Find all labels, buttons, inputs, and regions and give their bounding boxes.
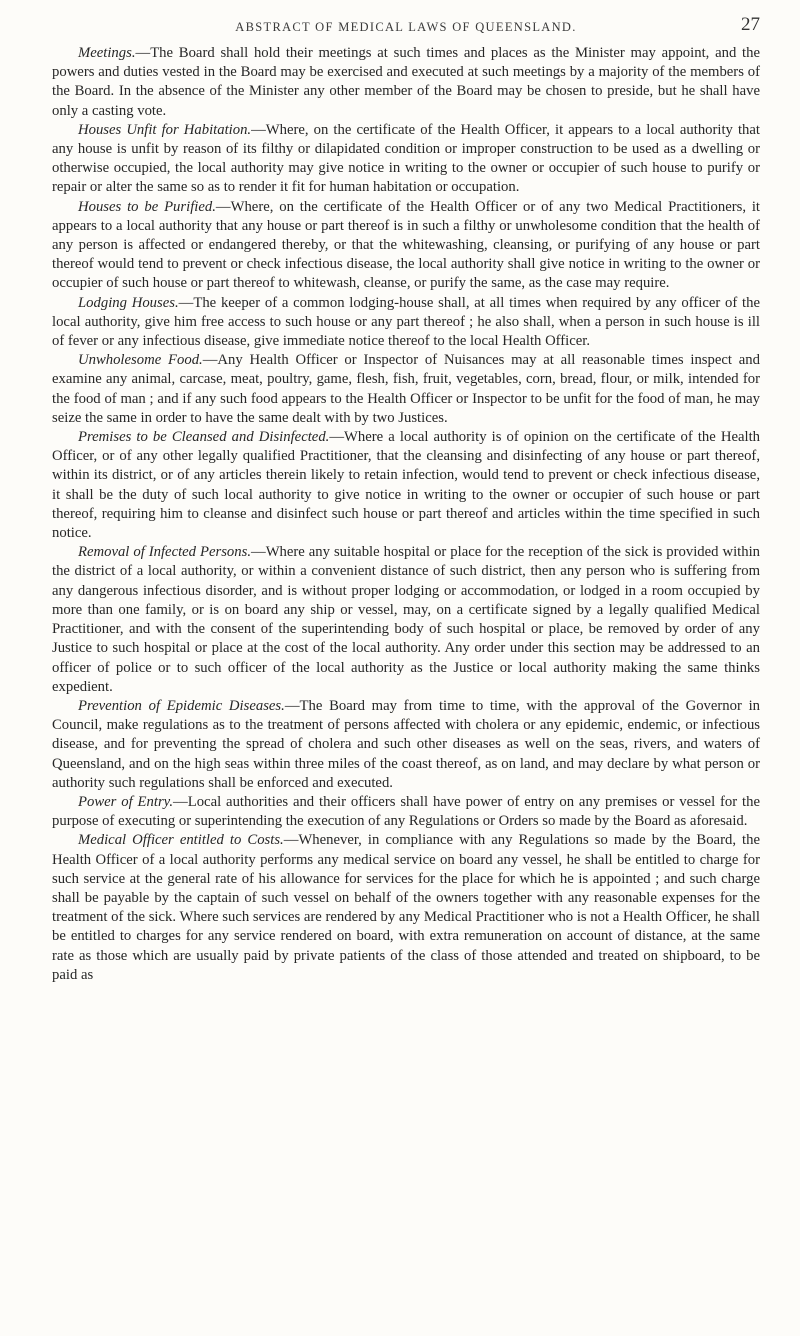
running-title: ABSTRACT OF MEDICAL LAWS OF QUEENSLAND. (235, 20, 577, 34)
paragraph-heading: Prevention of Epidemic Diseases. (78, 697, 285, 714)
paragraph-heading: Lodging Houses. (78, 294, 179, 311)
paragraph-text: —The keeper of a common lodging-house shall, at all times when required by any officer of the local authority, give him free access to such house or any part thereof ; he also shall, when a person in such house is ill of fever or any infectious disease, give immediate notice thereof to the local Health Officer. (52, 294, 760, 350)
paragraph-unwholesome-food (52, 351, 760, 428)
paragraph-text: —Whenever, in compliance with any Regulations so made by the Board, the Health Officer of a local authority performs any medical service on board any vessel, he shall be entitled to charge for such service at the general rate of his allowance for services for the place for which he is appointed ; and such charge shall be payable by the captain of such vessel on behalf of the owners together with any reasonable expenses for the treatment of the sick. Where such services are rendered by any Medical Practitioner who is not a Health Officer, he shall be entitled to charges for any service rendered on board, with extra remuneration on account of distance, at the same rate as those which are usually paid by private patients of the class of those attended and treated on shipboard, to be paid as (52, 832, 760, 983)
paragraph-text: —Any Health Officer or Inspector of Nuisances may at all reasonable times inspect and examine any animal, carcase, meat, poultry, game, flesh, fish, fruit, vegetables, corn, bread, flour, or milk, intended for the food of man ; and if any such food appears to the Health Officer or Inspector to be unfit for the food of man, he may seize the same in order to have the same dealt with by two Justices. (52, 352, 760, 426)
paragraph-medical-officer-costs (52, 831, 760, 985)
paragraph-meetings (52, 44, 760, 121)
paragraph-removal-infected (52, 543, 760, 697)
paragraph-heading: Premises to be Cleansed and Disinfected. (78, 429, 330, 446)
paragraph-heading: Meetings. (78, 45, 136, 61)
paragraph-text: —Where, on the certificate of the Health Officer, it appears to a local authority that any house is unfit by reason of its filthy or dilapidated condition or improper construction to be used as a dwelling or otherwise occupied, the local authority may give notice in writing to the owner or occupier of such house to purify or repair or alter the same so as to render it fit for human habitation or occupation. (52, 121, 760, 196)
page-number: 27 (741, 14, 760, 35)
paragraph-lodging-houses (52, 294, 760, 352)
paragraph-text: —Where any suitable hospital or place for the reception of the sick is provided within the district of a local authority, or within a convenient distance of such district, then any person who is suffering from any dangerous infectious disorder, and is without proper lodging or accommodation, or lodged in a room occupied by more than one family, or is on board any ship or vessel, may, on a certificate signed by a legally qualified Medical Practitioner, and with the consent of the superintending body of such hospital or place, be removed by order of any Justice to such hospital or place at the cost of the local authority. Any order under this section may be addressed to an officer of police or to such officer of the local authority as the Justice or local authority making the same thinks expedient. (52, 544, 760, 695)
paragraph-heading: Power of Entry. (78, 793, 174, 810)
paragraph-houses-purified (52, 198, 760, 294)
paragraph-heading: Houses to be Purified. (78, 198, 216, 215)
paragraph-prevention-epidemic (52, 697, 760, 793)
paragraph-premises-cleansed (52, 428, 760, 543)
running-head (52, 0, 760, 44)
paragraph-text: —The Board shall hold their meetings at such times and places as the Minister may appoint, and the powers and duties vested in the Board may be exercised and executed at such meetings by a majority of the members of the Board. In the absence of the Minister any other member of the Board may be chosen to preside, but he shall have only a casting vote. (52, 45, 760, 119)
paragraph-heading: Medical Officer entitled to Costs. (78, 832, 284, 849)
paragraph-text: —Where a local authority is of opinion on the certificate of the Health Officer, or of any other legally qualified Practitioner, that the cleansing and disinfecting of any house or part thereof, within its district, or of any articles therein likely to retain infection, would tend to prevent or check infectious disease, it shall be the duty of such local authority to give notice in writing to the owner or occupier of such house or part thereof, requiring him to cleanse and disinfect such house or part thereof and articles within the time specified in such notice. (52, 429, 761, 542)
paragraph-houses-unfit (52, 121, 760, 198)
paragraph-text: —Local authorities and their officers shall have power of entry on any premises or vessel for the purpose of executing or superintending the execution of any Regulations or Orders so made by the Board as aforesaid. (52, 793, 760, 830)
paragraph-text: —The Board may from time to time, with the approval of the Governor in Council, make regulations as to the treatment of persons affected with cholera or any epidemic, endemic, or infectious disease, and for preventing the spread of cholera and such other diseases as well on the seas, rivers, and waters of Queensland, and on the high seas within three miles of the coast thereof, as on land, and may declare by what person or authority such regulations shall be enforced and executed. (52, 697, 761, 791)
body-text (52, 44, 760, 985)
paragraph-heading: Removal of Infected Persons. (78, 544, 251, 561)
paragraph-heading: Unwholesome Food. (78, 352, 203, 369)
paragraph-heading: Houses Unfit for Habitation. (78, 121, 252, 138)
paragraph-text: —Where, on the certificate of the Health Officer or of any two Medical Practitioners, it appears to a local authority that any house or part thereof is in such a filthy or unwholesome condition that the health of any person is affected or endangered thereby, or that the whitewashing, cleansing, or purifying of any house or part thereof would tend to prevent or check infectious disease, the local authority shall give notice in writing to the owner or occupier of such house or part thereof to whitewash, cleanse, or purify the same, as the case may require. (52, 198, 761, 292)
paragraph-power-of-entry (52, 793, 760, 831)
